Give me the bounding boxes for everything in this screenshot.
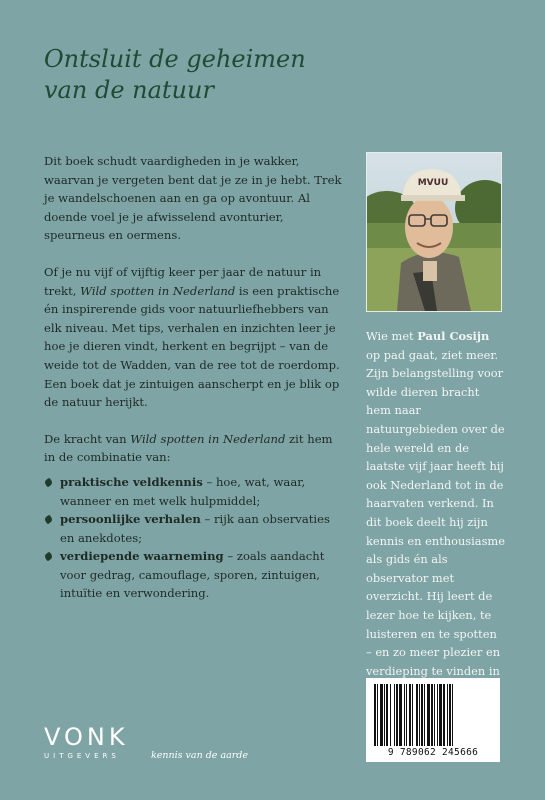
feature-list: [44, 473, 344, 603]
book-title-italic: Wild spotten in Nederland: [80, 283, 236, 298]
list-item-text: – hoe, wat, waar, wanneer en met welk hulpmiddel;: [60, 474, 306, 508]
list-item: [44, 547, 344, 603]
isbn-number: 9 789062 245666: [387, 747, 479, 758]
barcode-bar: [399, 684, 402, 746]
barcode-bar: [452, 684, 453, 746]
barcode-bar: [396, 684, 398, 746]
publisher-logo: [44, 724, 144, 760]
publisher-tagline: kennis van de aarde: [151, 750, 249, 761]
blurb-p2-start: Of je nu vijf of vijftig keer per jaar de natuur in trekt,: [44, 264, 322, 298]
barcode-bar: [384, 684, 385, 746]
author-photo: [366, 152, 502, 312]
cap-text: MVUU: [417, 178, 449, 188]
author-bio-rest: op pad gaat, ziet meer. Zijn belangstelling voor wilde dieren bracht hem naar natuurgebieden over de hele wereld en de laatste vijf jaar heeft hij ook Nederland tot in de haarvaten verkend. In dit boek deelt hij zijn kennis en enthousiasme als gids én als observator met overzicht. Hij leert de lezer hoe te kijken, te luisteren en te spotten – en zo meer plezier en verdieping te vinden in: [366, 347, 505, 678]
blurb-p3-end: zit hem in de combinatie van:: [44, 431, 333, 465]
blurb-column: [44, 152, 344, 603]
publisher-sub: UITGEVERS: [44, 752, 120, 760]
blurb-p2-end: is een praktische én inspirerende gids voor natuurliefhebbers van elk niveau. Met tips, verhalen en inzichten leer je hoe je dieren vindt, herkent en begrijpt – van de weide tot de Wadden, van de ree tot de roerdomp. Een boek dat je zintuigen aanscherpt en je blik op de natuur herijkt.: [44, 283, 340, 410]
barcode-bar: [449, 684, 451, 746]
barcode-bar: [421, 684, 423, 746]
list-item: [44, 473, 344, 510]
publisher-name: VONK: [44, 723, 129, 751]
blurb-paragraph-1: Dit boek schudt vaardigheden in je wakker, waarvan je vergeten bent dat je ze in je hebt. Trek je wandelschoenen aan en ga op avontuur. Al doende voel je je afwisselend avonturier, speurneus en oermens.: [44, 154, 342, 243]
title-line-2: van de natuur: [44, 76, 214, 104]
blurb-p3-start: De kracht van: [44, 431, 131, 446]
barcode-bar: [390, 684, 391, 746]
barcode-bar: [437, 684, 438, 746]
barcode-bar: [424, 684, 425, 746]
leaf-bullet-icon: [44, 552, 54, 562]
barcode-bar: [377, 684, 378, 746]
barcode-bar: [380, 684, 383, 746]
list-item-text: – rijk aan observaties en anekdotes;: [60, 512, 330, 545]
leaf-bullet-icon: [44, 478, 54, 488]
blurb-paragraph-3: [44, 430, 344, 467]
barcode-bar: [443, 684, 445, 746]
barcode-bar: [409, 684, 411, 746]
isbn-barcode: [366, 678, 500, 762]
author-bio-start: Wie met: [366, 329, 418, 343]
barcode-bar: [394, 684, 395, 746]
author-portrait-image: [367, 153, 501, 311]
author-column: [366, 152, 502, 312]
title-line-1: Ontsluit de geheimen: [44, 45, 306, 73]
barcode-bar: [419, 684, 420, 746]
back-cover-title: [44, 44, 344, 106]
barcode-bar: [386, 684, 388, 746]
barcode-bar: [404, 684, 405, 746]
author-name: Paul Cosijn: [417, 329, 490, 343]
barcode-bar: [431, 684, 433, 746]
leaf-bullet-icon: [44, 515, 54, 525]
barcode-bar: [434, 684, 435, 746]
list-item: [44, 510, 344, 547]
list-item-bold: praktische veldkennis: [60, 474, 203, 489]
barcode-bar: [406, 684, 407, 746]
barcode-bar: [412, 684, 413, 746]
barcode-bar: [439, 684, 442, 746]
barcode-bar: [447, 684, 448, 746]
list-item-text: – zoals aandacht voor gedrag, camouflage, sporen, zintuigen, intuïtie en verwondering.: [60, 549, 325, 601]
author-bio-text: [366, 327, 506, 699]
book-title-italic-2: Wild spotten in Nederland: [130, 431, 286, 446]
barcode-bar: [416, 684, 418, 746]
author-bio: [366, 327, 506, 699]
barcode-bar: [374, 684, 376, 746]
list-item-bold: verdiepende waarneming: [60, 549, 224, 564]
blurb-paragraph-2: [44, 263, 344, 412]
barcode-bar: [427, 684, 430, 746]
list-item-bold: persoonlijke verhalen: [60, 512, 201, 527]
